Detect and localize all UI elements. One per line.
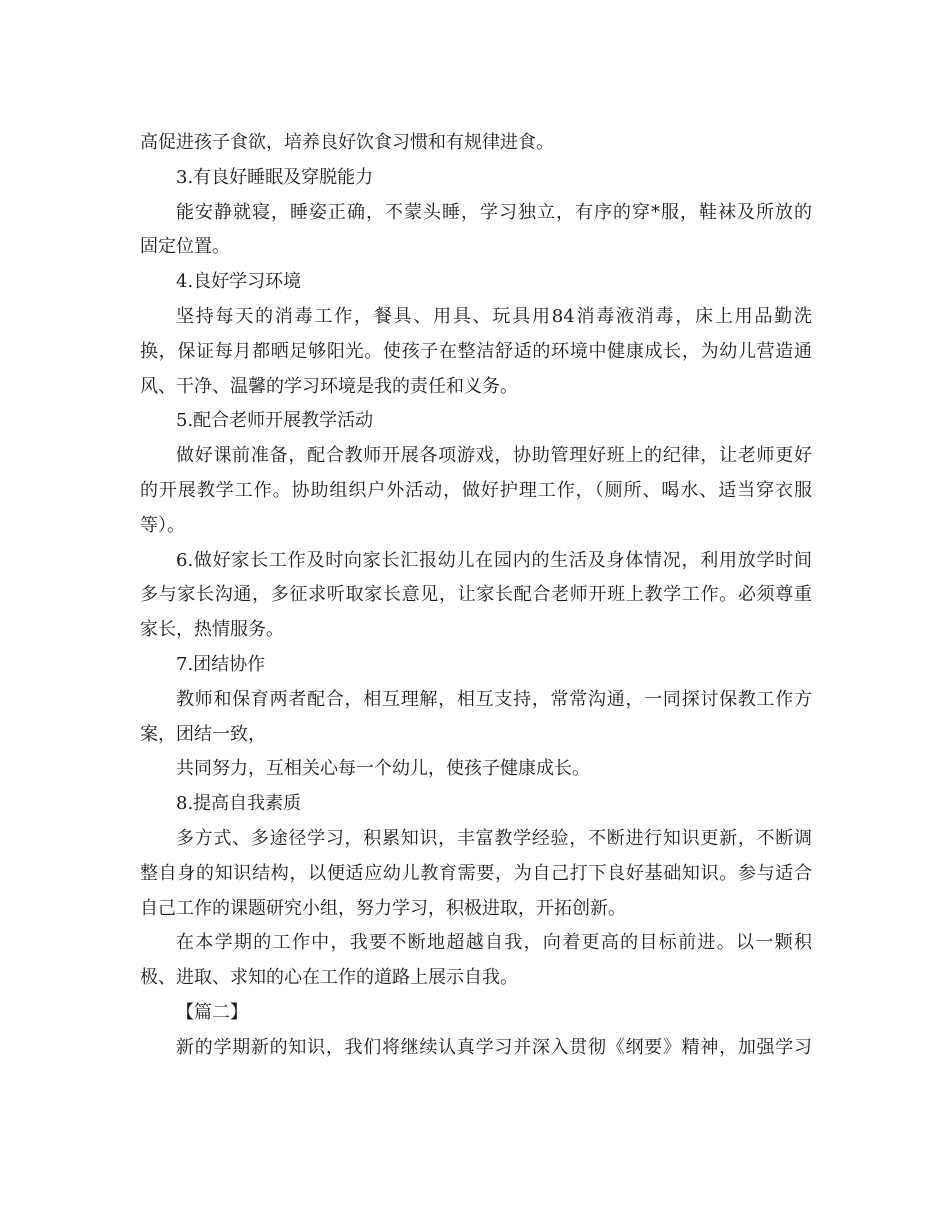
text-line: 多方式、多途径学习，积累知识，丰富教学经验，不断进行知识更新，不断调	[176, 827, 812, 849]
text-line: 极、进取、求知的心在工作的道路上展示自我。	[140, 967, 518, 989]
text-line: 6.做好家长工作及时向家长汇报幼儿在园内的生活及身体情况，利用放学时间	[176, 549, 812, 571]
text-line: 整自身的知识结构，以便适应幼儿教育需要，为自己打下良好基础知识。参与适合	[140, 862, 812, 884]
text-line: 【篇二】	[176, 1001, 248, 1023]
text-line: 多与家长沟通，多征求听取家长意见，让家长配合老师开班上教学工作。必须尊重	[140, 584, 812, 606]
text-line: 家长，热情服务。	[140, 619, 284, 641]
text-line: 4.良好学习环境	[176, 271, 302, 293]
text-line: 做好课前准备，配合教师开展各项游戏，协助管理好班上的纪律，让老师更好	[176, 445, 812, 467]
text-line: 固定位置。	[140, 236, 230, 258]
text-line: 案，团结一致，	[140, 723, 266, 745]
text-line: 等）。	[140, 514, 185, 536]
text-line: 在本学期的工作中，我要不断地超越自我，向着更高的目标前进。以一颗积	[176, 932, 812, 954]
text-line: 坚持每天的消毒工作，餐具、用具、玩具用84消毒液消毒，床上用品勤洗	[176, 305, 812, 327]
text-line: 7.团结协作	[176, 653, 266, 675]
text-line: 风、干净、温馨的学习环境是我的责任和义务。	[140, 375, 518, 397]
text-line: 8.提高自我素质	[176, 793, 302, 815]
document-body	[140, 126, 812, 1066]
text-line: 3.有良好睡眠及穿脱能力	[176, 166, 374, 188]
text-line: 高促进孩子食欲，培养良好饮食习惯和有规律进食。	[140, 132, 554, 153]
text-line: 新的学期新的知识，我们将继续认真学习并深入贯彻《纲要》精神，加强学习	[176, 1036, 812, 1058]
text-line: 的开展教学工作。协助组织户外活动，做好护理工作，（厕所、喝水、适当穿衣服	[140, 479, 812, 501]
text-line: 5.配合老师开展教学活动	[176, 410, 374, 432]
text-line: 自己工作的课题研究小组，努力学习，积极进取，开拓创新。	[140, 897, 626, 919]
text-line: 换，保证每月都晒足够阳光。使孩子在整洁舒适的环境中健康成长，为幼儿营造通	[140, 340, 812, 362]
text-line: 共同努力，互相关心每一个幼儿，使孩子健康成长。	[176, 758, 590, 780]
text-line: 教师和保育两者配合，相互理解，相互支持，常常沟通，一同探讨保教工作方	[176, 688, 812, 710]
text-line: 能安静就寝，睡姿正确，不蒙头睡，学习独立，有序的穿*服，鞋袜及所放的	[176, 201, 812, 223]
